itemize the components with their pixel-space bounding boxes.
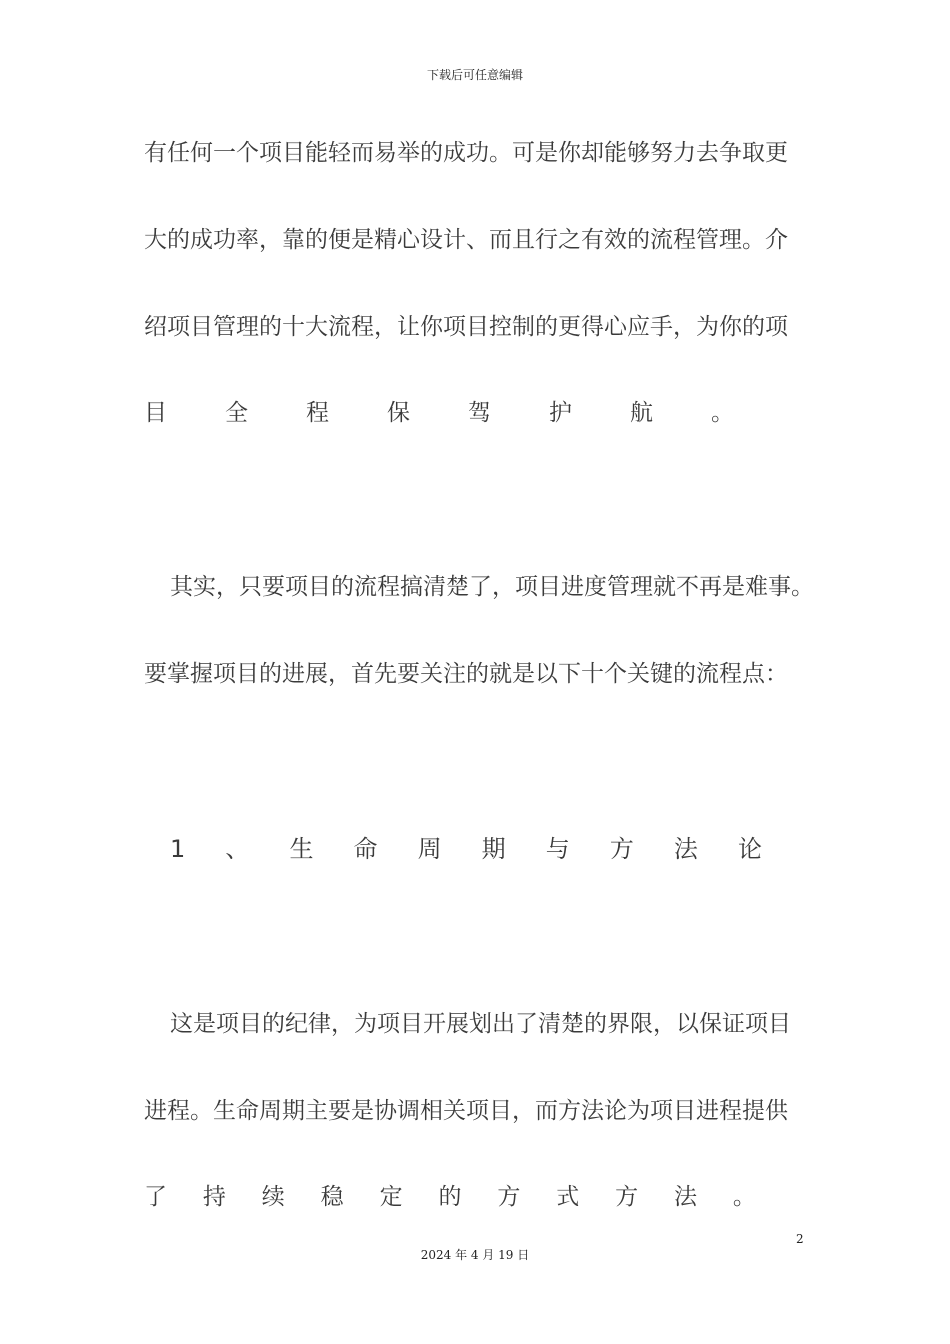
paragraph2-line-1: 其实，只要项目的流程搞清楚了，项目进度管理就不再是难事。 xyxy=(170,574,814,600)
text-char: 目 xyxy=(144,400,167,426)
paragraph3-line-1: 这是项目的纪律，为项目开展划出了清楚的界限，以保证项目 xyxy=(170,1011,791,1037)
text-char: 程 xyxy=(306,400,329,426)
text-char: 稳 xyxy=(320,1184,344,1210)
heading-char: 命 xyxy=(353,835,378,863)
text-char: 。 xyxy=(732,1184,756,1210)
paragraph2-line-2: 要掌握项目的进展，首先要关注的就是以下十个关键的流程点： xyxy=(144,661,788,687)
paragraph1-line-2: 大的成功率，靠的便是精心设计、而且行之有效的流程管理。介 xyxy=(144,227,788,253)
paragraph1-line-4 xyxy=(144,398,734,428)
text-char: 了 xyxy=(144,1184,167,1210)
heading-char: 周 xyxy=(417,835,442,863)
text-char: 定 xyxy=(379,1184,403,1210)
heading-char: 与 xyxy=(545,835,570,863)
text-char: 的 xyxy=(438,1184,462,1210)
text-char: 续 xyxy=(261,1184,285,1210)
text-char: 保 xyxy=(387,400,410,426)
page-footer-date: 2024 年 4 月 19 日 xyxy=(420,1248,530,1262)
text-char: 方 xyxy=(615,1184,639,1210)
text-char: 持 xyxy=(202,1184,226,1210)
text-char: 航 xyxy=(630,400,653,426)
heading-char: 1 xyxy=(170,835,186,863)
text-char: 全 xyxy=(225,400,248,426)
heading-char: 法 xyxy=(673,835,698,863)
heading-char: 论 xyxy=(737,835,762,863)
text-char: 式 xyxy=(556,1184,580,1210)
text-char: 护 xyxy=(549,400,572,426)
paragraph1-line-1: 有任何一个项目能轻而易举的成功。可是你却能够努力去争取更 xyxy=(144,140,788,166)
heading-char: 、 xyxy=(225,835,250,863)
heading-char: 生 xyxy=(289,835,314,863)
page-header: 下载后可任意编辑 xyxy=(426,68,523,82)
text-char: 。 xyxy=(711,400,734,426)
heading-char: 期 xyxy=(481,835,506,863)
section-heading xyxy=(170,834,762,864)
paragraph3-line-2: 进程。生命周期主要是协调相关项目，而方法论为项目进程提供 xyxy=(144,1098,788,1124)
text-char: 驾 xyxy=(468,400,491,426)
heading-char: 方 xyxy=(609,835,634,863)
text-char: 法 xyxy=(674,1184,698,1210)
paragraph3-line-3 xyxy=(144,1182,756,1212)
text-char: 方 xyxy=(497,1184,521,1210)
page-number: 2 xyxy=(796,1232,804,1246)
paragraph1-line-3: 绍项目管理的十大流程，让你项目控制的更得心应手，为你的项 xyxy=(144,314,788,340)
